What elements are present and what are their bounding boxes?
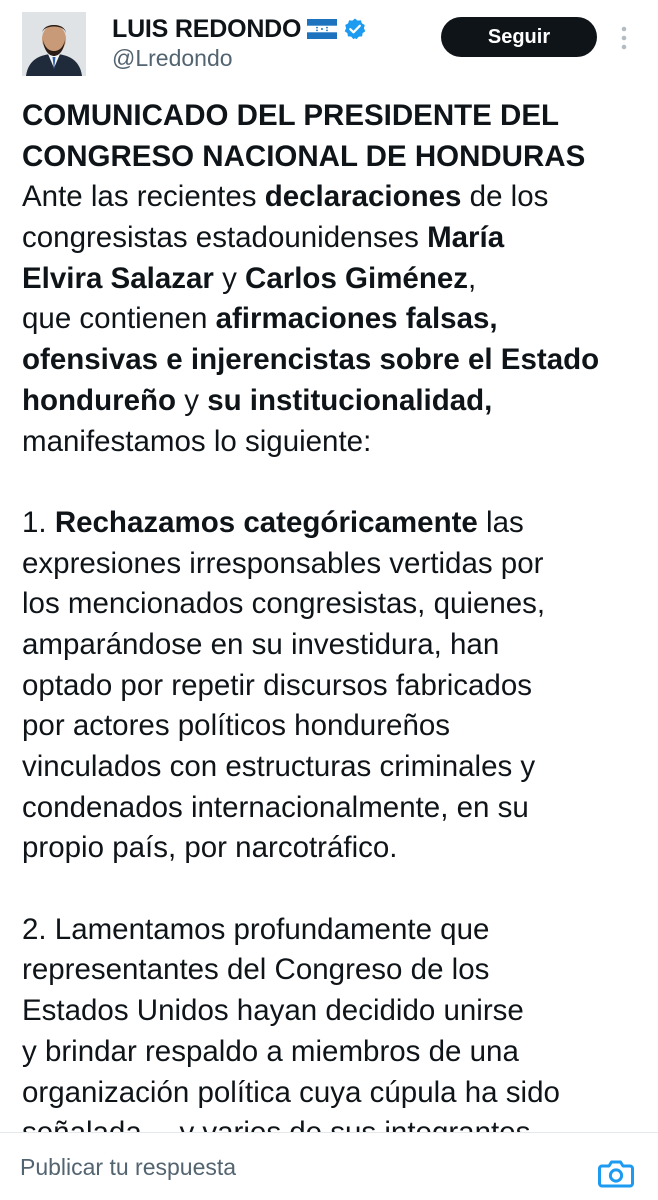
tweet-header <box>0 0 658 90</box>
tweet-line <box>22 706 658 747</box>
text-segment: Ante las recientes <box>22 180 265 214</box>
text-segment: por actores políticos hondureños <box>22 709 451 743</box>
display-name[interactable]: LUIS REDONDO <box>112 14 302 43</box>
text-segment: de los <box>461 180 549 214</box>
text-segment: , <box>468 261 477 295</box>
reply-bar <box>0 1133 658 1200</box>
tweet-line <box>22 950 658 991</box>
tweet-line <box>22 544 658 585</box>
bold-text: declaraciones <box>264 180 462 214</box>
blank-line <box>22 462 658 503</box>
tweet-line <box>22 299 658 340</box>
text-segment: las <box>477 505 524 539</box>
text-segment: vinculados con estructuras criminales y <box>22 750 536 783</box>
text-segment: optado por repetir discursos fabricados <box>22 668 532 702</box>
follow-button[interactable]: Seguir <box>441 17 597 57</box>
bold-text: María <box>427 221 505 255</box>
bold-text: ofensivas e injerencistas sobre el Estado <box>22 343 600 377</box>
tweet-line <box>22 177 658 218</box>
verified-badge-icon <box>343 17 367 41</box>
text-segment: congresistas estadounidenses <box>22 221 428 255</box>
name-line <box>112 12 367 46</box>
camera-icon[interactable] <box>597 1157 635 1189</box>
text-segment: propio país, por narcotráfico. <box>22 831 398 865</box>
text-segment: y <box>176 383 208 417</box>
tweet-line <box>22 910 658 951</box>
text-segment: manifestamos lo siguiente: <box>22 424 372 458</box>
bold-text: hondureño <box>22 383 177 417</box>
text-segment: condenados internacionalmente, en su <box>22 790 529 824</box>
avatar[interactable] <box>22 12 86 76</box>
bold-text: afirmaciones falsas, <box>215 302 498 336</box>
tweet-line <box>22 747 658 788</box>
text-segment: organización política cuya cúpula ha sido <box>22 1075 560 1109</box>
tweet-line <box>22 1032 658 1073</box>
tweet-line <box>22 828 658 869</box>
tweet-line <box>22 1073 658 1114</box>
bold-text: Elvira Salazar <box>22 261 214 295</box>
avatar-image <box>22 12 86 76</box>
tweet-line <box>22 381 658 422</box>
text-segment: Estados Unidos hayan decidido unirse <box>22 994 524 1028</box>
bold-text: CONGRESO NACIONAL DE HONDURAS <box>22 139 586 173</box>
reply-input[interactable] <box>20 1145 580 1189</box>
tweet-line <box>22 503 658 544</box>
text-segment: que contienen <box>22 302 216 336</box>
bold-text: su institucionalidad, <box>207 383 493 417</box>
text-segment: 1. <box>22 505 55 539</box>
tweet-line <box>22 422 658 463</box>
more-options-icon[interactable] <box>612 22 636 54</box>
tweet-line <box>22 788 658 829</box>
text-segment: amparándose en su investidura, han <box>22 627 500 661</box>
tweet-text <box>22 96 658 1130</box>
bold-text: Rechazamos categóricamente <box>54 505 478 539</box>
text-segment: 2. Lamentamos profundamente que <box>22 912 490 946</box>
tweet-line <box>22 666 658 707</box>
blank-line <box>22 869 658 910</box>
text-segment: y brindar respaldo a miembros de una <box>22 1034 519 1068</box>
tweet-line <box>22 259 658 300</box>
bold-text: COMUNICADO DEL PRESIDENTE DEL <box>22 99 560 132</box>
tweet-line <box>22 584 658 625</box>
bold-text: Carlos Giménez <box>245 261 469 295</box>
user-handle[interactable]: @Lredondo <box>112 45 233 71</box>
tweet-line <box>22 96 658 137</box>
tweet-line <box>22 991 658 1032</box>
tweet-line <box>22 137 658 178</box>
text-segment: y <box>213 261 246 295</box>
text-segment: expresiones irresponsables vertidas por <box>22 546 544 580</box>
tweet-line <box>22 625 658 666</box>
text-segment: los mencionados congresistas, quienes, <box>22 587 546 621</box>
tweet-line <box>22 340 658 381</box>
honduras-flag-icon <box>307 19 337 39</box>
tweet-line <box>22 218 658 259</box>
text-segment: representantes del Congreso de los <box>22 953 490 987</box>
